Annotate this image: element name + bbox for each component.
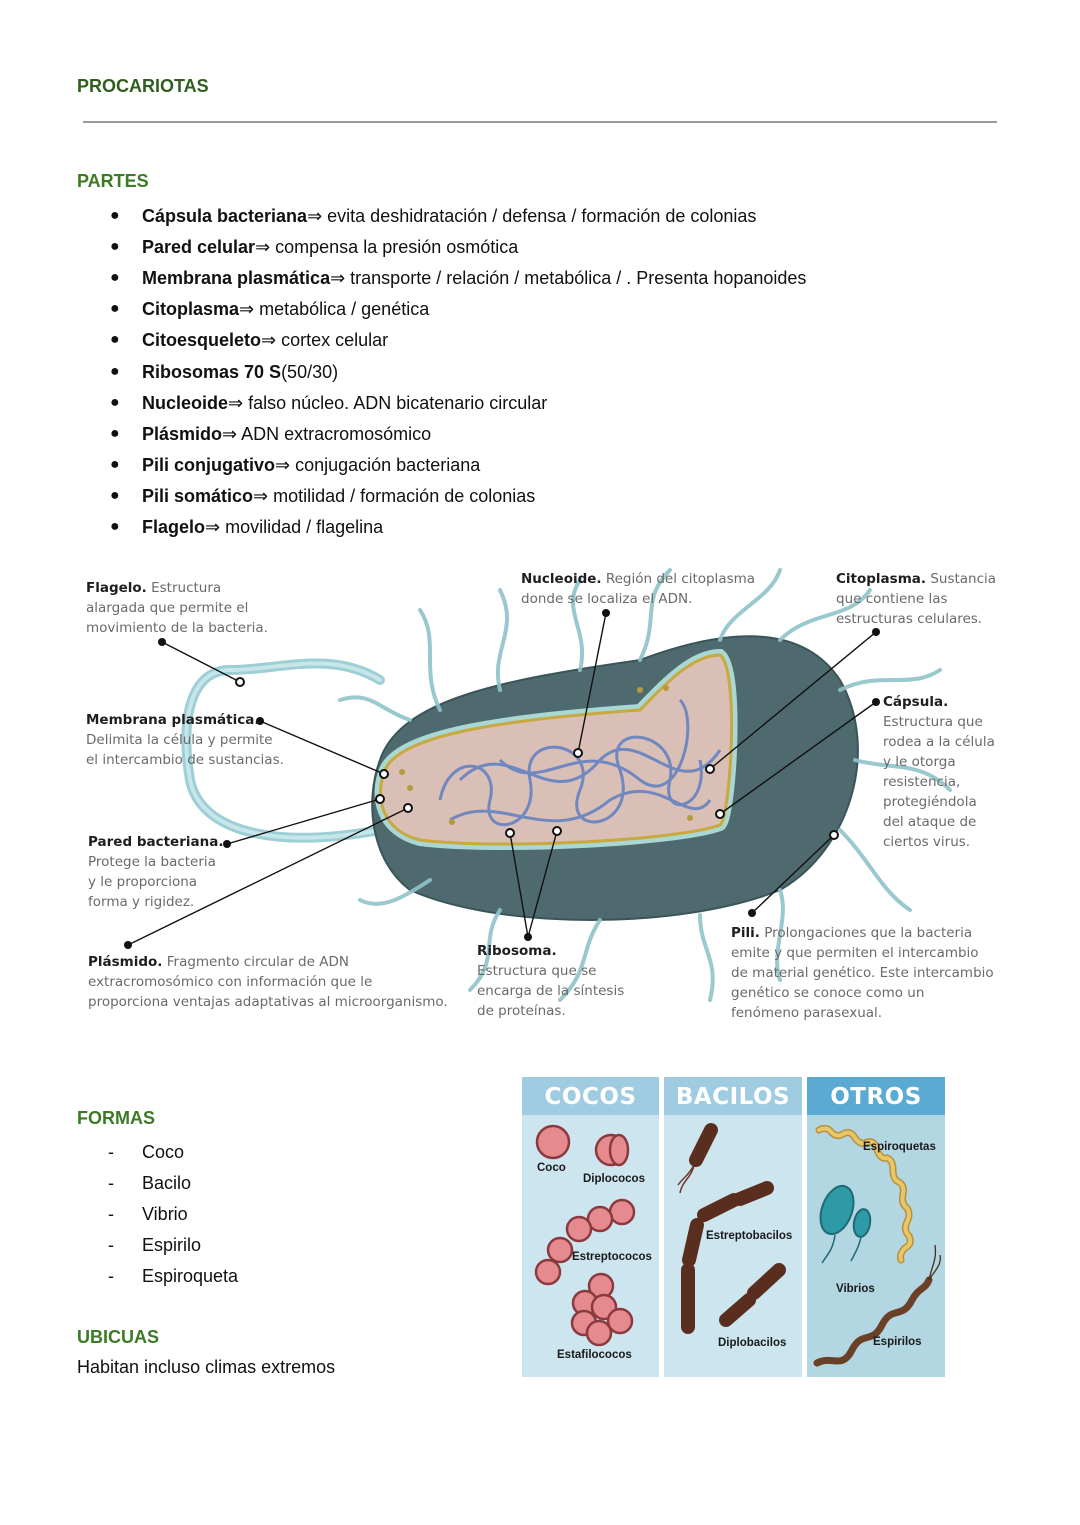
bacteria-shapes-figure bbox=[522, 1077, 945, 1377]
list-item bbox=[100, 387, 806, 418]
bacterium-diagram bbox=[80, 560, 1010, 1040]
term: Citoesqueleto bbox=[142, 330, 262, 351]
description: ⇒ conjugación bacteriana bbox=[275, 455, 481, 476]
callout-title: Cápsula. bbox=[883, 694, 949, 710]
callout-text: del ataque de bbox=[883, 814, 977, 830]
callout-text: rodea a la célula bbox=[883, 734, 995, 750]
term: Cápsula bacteriana bbox=[142, 205, 308, 226]
callout-text: fenómeno parasexual. bbox=[731, 1005, 883, 1021]
term: Flagelo bbox=[142, 517, 206, 538]
list-item bbox=[100, 231, 806, 262]
bullet-icon: ● bbox=[110, 237, 120, 255]
section-heading-partes: PARTES bbox=[77, 171, 149, 191]
callout-title: Ribosoma. bbox=[477, 943, 557, 959]
description: ⇒ motilidad / formación de colonias bbox=[253, 486, 536, 507]
dash-bullet: - bbox=[108, 1235, 114, 1256]
callout-membrana bbox=[86, 710, 284, 770]
bullet-icon: ● bbox=[110, 424, 120, 442]
callout-text: protegiéndola bbox=[883, 794, 977, 810]
callout-text: donde se localiza el ADN. bbox=[521, 591, 693, 607]
list-item bbox=[100, 1136, 238, 1167]
label-estafilococos: Estafilococos bbox=[557, 1349, 632, 1361]
ubicuas-text: Habitan incluso climas extremos bbox=[77, 1357, 336, 1377]
label-diplobacilos: Diplobacilos bbox=[718, 1337, 787, 1349]
callout-text: Delimita la célula y permite bbox=[86, 732, 273, 748]
label-espirilos: Espirilos bbox=[873, 1336, 922, 1348]
forma-label: Espiroqueta bbox=[142, 1266, 239, 1287]
bullet-icon: ● bbox=[110, 300, 120, 318]
callout-title: Plásmido. bbox=[88, 954, 163, 970]
callout-ribosoma bbox=[477, 941, 624, 1021]
callout-text: de proteínas. bbox=[477, 1003, 566, 1019]
bullet-icon: ● bbox=[110, 362, 120, 380]
label-vibrios: Vibrios bbox=[836, 1283, 875, 1295]
description: ⇒ falso núcleo. ADN bicatenario circular bbox=[228, 392, 548, 413]
list-item bbox=[100, 450, 806, 481]
callout-title: Pared bacteriana. bbox=[88, 834, 224, 850]
list-item bbox=[100, 356, 806, 387]
callout-text: emite y que permiten el intercambio bbox=[731, 945, 979, 961]
description: ⇒ compensa la presión osmótica bbox=[255, 236, 519, 257]
callout-text: resistencia, bbox=[883, 774, 961, 790]
description: ⇒ cortex celular bbox=[261, 330, 389, 351]
dash-bullet: - bbox=[108, 1172, 114, 1193]
term: Membrana plasmática bbox=[142, 267, 331, 288]
column-bacilos bbox=[664, 1077, 802, 1377]
column-header: COCOS bbox=[522, 1077, 659, 1115]
horizontal-divider bbox=[83, 121, 997, 123]
callout-text: Estructura que bbox=[883, 714, 983, 730]
forma-label: Vibrio bbox=[142, 1203, 188, 1224]
partes-list bbox=[100, 200, 806, 543]
callout-text: movimiento de la bacteria. bbox=[86, 620, 268, 636]
callout-text: extracromosómico con información que le bbox=[88, 974, 373, 990]
callout-nucleoide bbox=[521, 569, 755, 609]
forma-label: Coco bbox=[142, 1141, 185, 1162]
forma-label: Espirilo bbox=[142, 1235, 202, 1256]
label-diplococos: Diplococos bbox=[583, 1173, 645, 1185]
description: ⇒ ADN extracromosómico bbox=[222, 423, 432, 444]
callout-text: forma y rigidez. bbox=[88, 894, 195, 910]
dash-bullet: - bbox=[108, 1266, 114, 1287]
term: Plásmido bbox=[142, 423, 223, 444]
callout-citoplasma bbox=[836, 569, 996, 629]
description: ⇒ evita deshidratación / defensa / formación de colonias bbox=[307, 205, 757, 226]
cocos-illustration bbox=[522, 1115, 659, 1377]
label-estreptococos: Estreptococos bbox=[572, 1251, 652, 1263]
description: ⇒ metabólica / genética bbox=[239, 299, 430, 320]
label-espiroquetas: Espiroquetas bbox=[863, 1141, 936, 1153]
list-item bbox=[100, 1167, 238, 1198]
callout-text: y le proporciona bbox=[88, 874, 198, 890]
forma-label: Bacilo bbox=[142, 1172, 192, 1193]
term: Pared celular bbox=[142, 236, 256, 257]
callout-pili bbox=[731, 923, 994, 1023]
callout-title: Citoplasma. bbox=[836, 571, 927, 587]
callout-text: Región del citoplasma bbox=[605, 571, 756, 587]
callout-text: que contiene las bbox=[836, 591, 948, 607]
description: ⇒ movilidad / flagelina bbox=[205, 517, 384, 538]
callout-title: Pili. bbox=[731, 925, 760, 941]
bullet-icon: ● bbox=[110, 268, 120, 286]
dash-bullet: - bbox=[108, 1141, 114, 1162]
bullet-icon: ● bbox=[110, 487, 120, 505]
list-item bbox=[100, 1198, 238, 1229]
dash-bullet: - bbox=[108, 1203, 114, 1224]
callout-title: Flagelo. bbox=[86, 580, 147, 596]
description: ⇒ transporte / relación / metabólica / . Presenta hopanoides bbox=[330, 267, 807, 288]
callout-capsula bbox=[883, 692, 995, 852]
bullet-icon: ● bbox=[110, 456, 120, 474]
list-item bbox=[100, 200, 806, 231]
callout-text: de material genético. Este intercambio bbox=[731, 965, 994, 981]
callout-text: encarga de la síntesis bbox=[477, 983, 625, 999]
callout-text: estructuras celulares. bbox=[836, 611, 983, 627]
description: (50/30) bbox=[281, 361, 339, 382]
list-item bbox=[100, 262, 806, 293]
list-item bbox=[100, 512, 806, 543]
callout-text: alargada que permite el bbox=[86, 600, 249, 616]
section-heading-ubicuas: UBICUAS bbox=[77, 1327, 160, 1347]
callout-title: Nucleoide. bbox=[521, 571, 602, 587]
column-otros bbox=[807, 1077, 945, 1377]
callout-text: Estructura bbox=[151, 580, 222, 596]
bullet-icon: ● bbox=[110, 206, 120, 224]
list-item bbox=[100, 1261, 238, 1292]
list-item bbox=[100, 418, 806, 449]
callout-plasmido bbox=[88, 952, 448, 1012]
term: Citoplasma bbox=[142, 299, 240, 320]
callout-flagelo bbox=[86, 578, 268, 638]
section-heading-formas: FORMAS bbox=[77, 1108, 155, 1128]
column-header: BACILOS bbox=[664, 1077, 802, 1115]
column-header: OTROS bbox=[807, 1077, 945, 1115]
callout-text: Prolongaciones que la bacteria bbox=[764, 925, 973, 941]
formas-list bbox=[100, 1136, 238, 1292]
label-estreptobacilos: Estreptobacilos bbox=[706, 1230, 793, 1242]
column-cocos bbox=[522, 1077, 659, 1377]
callout-text: Sustancia bbox=[930, 571, 997, 587]
bullet-icon: ● bbox=[110, 393, 120, 411]
callout-text: proporciona ventajas adaptativas al microorganismo. bbox=[88, 994, 448, 1010]
callout-text: Estructura que se bbox=[477, 963, 597, 979]
column-body bbox=[522, 1115, 659, 1377]
callout-text: genético se conoce como un bbox=[731, 985, 925, 1001]
term: Ribosomas 70 S bbox=[142, 361, 282, 382]
callout-text: Protege la bacteria bbox=[88, 854, 216, 870]
list-item bbox=[100, 481, 806, 512]
bullet-icon: ● bbox=[110, 518, 120, 536]
bullet-icon: ● bbox=[110, 331, 120, 349]
term: Nucleoide bbox=[142, 392, 229, 413]
column-body bbox=[807, 1115, 945, 1377]
callout-pared bbox=[88, 832, 223, 912]
term: Pili conjugativo bbox=[142, 455, 276, 476]
callout-text: y le otorga bbox=[883, 754, 956, 770]
callout-title: Membrana plasmática. bbox=[86, 712, 260, 728]
list-item bbox=[100, 325, 806, 356]
label-coco: Coco bbox=[537, 1162, 566, 1174]
term: Pili somático bbox=[142, 486, 254, 507]
column-body bbox=[664, 1115, 802, 1377]
callout-text: ciertos virus. bbox=[883, 834, 971, 850]
list-item bbox=[100, 294, 806, 325]
callout-text: Fragmento circular de ADN bbox=[166, 954, 349, 970]
page-title: PROCARIOTAS bbox=[77, 76, 209, 96]
callout-text: el intercambio de sustancias. bbox=[86, 752, 284, 768]
list-item bbox=[100, 1230, 238, 1261]
